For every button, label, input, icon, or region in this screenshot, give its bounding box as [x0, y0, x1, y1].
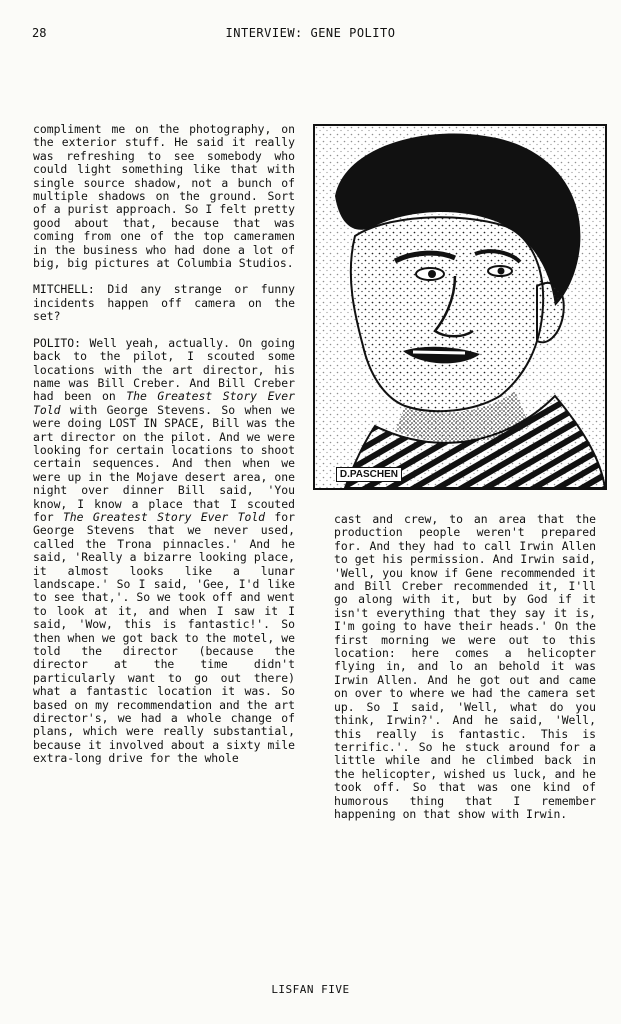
article-column-right	[334, 513, 596, 834]
answer-text-3: for George Stevens that we never used, called the Trona pinnacles.' And he said, 'Really a bizarre looking place, it almost looks like a lunar landscape.' So I said, 'Gee, I'd like to see that,'. So we took off and went to look at it, and when I saw it I said, 'Wow, this is fantastic!'. So then when we got back to the motel, we told the director (because the director at the time didn't particularly want to go out there) what a fantastic location it was. So based on my recommendation and the art director's, we had a whole change of plans, which were really substantial, because it involved about a sixty mile extra-long drive for the whole	[33, 509, 295, 766]
paragraph-1: compliment me on the photography, on the exterior stuff. He said it really was refreshing to see somebody who could light something like that with single source shadow, not a bunch of multiple shadows on the ground. Sort of a purist approach. So I felt pretty good about that, because that was coming from one of the top cameramen in the business who had done a lot of big, big pictures at Columbia Studios.	[33, 122, 295, 271]
film-title-2: The Greatest Story Ever Told	[62, 509, 266, 524]
page-header: INTERVIEW: GENE POLITO	[225, 26, 396, 40]
article-column-left	[33, 123, 295, 779]
page-footer: LISFAN FIVE	[271, 983, 350, 996]
page-number: 28	[32, 26, 47, 40]
paragraph-question: MITCHELL: Did any strange or funny incidents happen off camera on the set?	[33, 282, 295, 324]
answer-text-2: with George Stevens. So when we were doing LOST IN SPACE, Bill was the art director on the pilot. And we were looking for certain locations to shoot certain sequences. And then when we were up in the Mojave desert area, one night over dinner Bill said, 'You know, I know a place that I scouted for	[33, 402, 295, 524]
answer-text-1: POLITO: Well yeah, actually. On going back to the pilot, I scouted some locations with the art director, his name was Bill Creber. And Bill Creber had been on	[33, 335, 295, 404]
film-title-1: The Greatest Story Ever Told	[33, 389, 295, 417]
paragraph-continued: cast and crew, to an area that the production people weren't prepared for. And they had to call Irwin Allen to get his permission. And Irwin said, 'Well, you know if Gene recommended it and Bill Creber recommended it, I'll go along with it, but by God if it isn't everything that they say it is, I'm going to have their heads.' On the first morning we were out to this location: here comes a helicopter flying in, and lo an behold it was Irwin Allen. And he got out and came on over to where we had the camera set up. So I said, 'Well, what do you think, Irwin?'. And he said, 'Well, this really is fantastic. This is terrific.'. So he stuck around for a little while and he climbed back in the helicopter, wished us luck, and he took off. So that was one kind of humorous thing that I remember happening on that show with Irwin.	[334, 512, 596, 821]
paragraph-answer	[33, 337, 295, 766]
portrait-drawing	[315, 126, 605, 488]
artist-signature: D.PASCHEN	[336, 467, 402, 482]
portrait-illustration	[313, 124, 607, 490]
